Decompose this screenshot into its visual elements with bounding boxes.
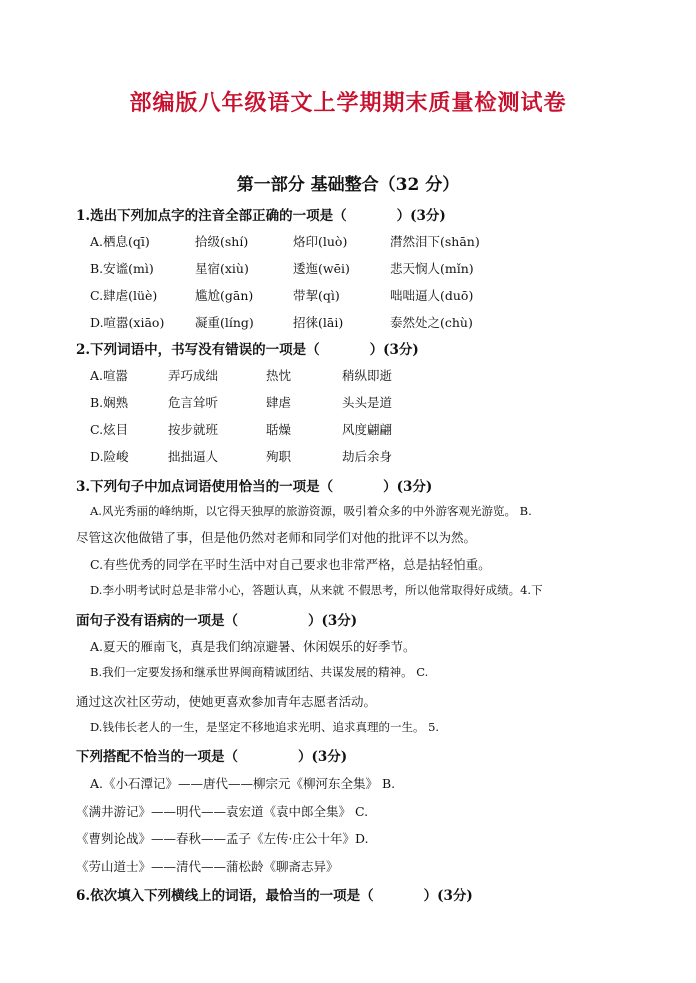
option-item: A.栖息(qī) <box>90 234 150 249</box>
question-line: D.李小明考试时总是非常小心，答题认真，从来就 不假思考，所以他常取得好成绩。4.下 <box>90 583 543 597</box>
option-item: 尴尬(gān) <box>195 288 254 303</box>
option-item: 烙印(luò) <box>293 234 348 249</box>
option-item: 凝重(líng) <box>195 315 254 330</box>
option-item: B.娴熟 <box>90 395 129 410</box>
option-item: C.肆虐(lüè) <box>90 288 158 303</box>
question-line: 通过这次社区劳动，使她更喜欢参加青年志愿者活动。 <box>76 694 377 709</box>
option-item: 拙拙逼人 <box>168 449 219 464</box>
question-score: ）(3分) <box>396 208 446 224</box>
option-item: B.安谧(mì) <box>90 261 154 276</box>
question-stem-text: 下列搭配不恰当的一项是（ <box>76 749 238 765</box>
question-line: A.风光秀丽的峰纳斯，以它得天独厚的旅游资源，吸引着众多的中外游客观光游览。 B. <box>90 504 532 518</box>
question-score: ）(3分) <box>369 342 419 358</box>
option-item: C.炫目 <box>90 422 129 437</box>
option-item: 逶迤(wēi) <box>293 261 350 276</box>
option-item: 稍纵即逝 <box>342 368 393 383</box>
option-item: 聒燥 <box>266 422 292 437</box>
question-stem-text: 6.依次填入下列横线上的词语，最恰当的一项是（ <box>76 888 374 904</box>
question-stem-text: 面句子没有语病的一项是（ <box>76 613 238 629</box>
option-item: 肆虐 <box>266 395 292 410</box>
option-item: A.喧嚣 <box>90 368 129 383</box>
question-line: 尽管这次他做错了事，但是他仍然对老师和同学们对他的批评不以为然。 <box>76 530 477 545</box>
option-item: 危言耸听 <box>168 395 219 410</box>
question-line: 《劳山道士》——清代——蒲松龄《聊斋志异》 <box>76 859 339 874</box>
question-line: 《曹刿论战》——春秋——孟子《左传·庄公十年》D. <box>76 831 369 846</box>
question-stem-text: 1.选出下列加点字的注音全部正确的一项是（ <box>76 208 347 224</box>
option-item: 按步就班 <box>168 422 219 437</box>
question-line: A.夏天的雁南飞，真是我们纳凉避暑、休闲娱乐的好季节。 <box>90 639 416 654</box>
question-1-stem <box>76 204 446 224</box>
question-score: ）(3分) <box>298 749 348 765</box>
option-item: 招徕(lāi) <box>293 315 344 330</box>
question-2-stem <box>76 338 419 358</box>
question-line: C.有些优秀的同学在平时生活中对自己要求也非常严格，总是拈轻怕重。 <box>90 557 491 572</box>
option-item: 泰然处之(chù) <box>390 315 473 330</box>
option-item: 风度翩翩 <box>342 422 393 437</box>
question-score: ）(3分) <box>383 479 433 495</box>
question-3-stem <box>76 475 432 495</box>
question-stem-text: 3.下列句子中加点词语使用恰当的一项是（ <box>76 479 334 495</box>
option-item: 热忱 <box>266 368 292 383</box>
exam-title: 部编版八年级语文上学期期末质量检测试卷 <box>129 91 567 116</box>
option-item: 带挈(qì) <box>293 288 340 303</box>
question-line: D.钱伟长老人的一生，是坚定不移地追求光明、追求真理的一生。 5. <box>90 720 440 734</box>
question-6-stem <box>76 884 473 904</box>
option-item: 头头是道 <box>342 395 393 410</box>
option-item: 咄咄逼人(duō) <box>390 288 474 303</box>
question-stem-text: 2.下列词语中，书写没有错误的一项是（ <box>76 342 320 358</box>
section-title: 第一部分 基础整合（32 分） <box>236 175 460 195</box>
option-item: 拾级(shí) <box>195 234 249 249</box>
option-item: D.险峻 <box>90 449 129 464</box>
question-score: ）(3分) <box>423 888 473 904</box>
option-item: 殉职 <box>266 449 292 464</box>
option-item: 劫后余身 <box>342 449 393 464</box>
option-item: 潸然泪下(shān) <box>390 234 480 249</box>
option-item: 悲天悯人(mǐn) <box>390 261 474 276</box>
question-line: B.我们一定要发扬和继承世界闽商精诚团结、共谋发展的精神。 C. <box>90 665 429 679</box>
question-4-stem <box>76 609 357 629</box>
option-item: 弄巧成绌 <box>168 368 219 383</box>
question-line: 《满井游记》——明代——袁宏道《袁中郎全集》 C. <box>76 804 369 819</box>
question-5-stem <box>76 745 347 765</box>
option-item: D.喧嚣(xiāo) <box>90 315 165 330</box>
question-score: ）(3分) <box>308 613 358 629</box>
question-line: A.《小石潭记》——唐代——柳宗元《柳河东全集》 B. <box>90 776 396 791</box>
option-item: 星宿(xiù) <box>195 261 249 276</box>
